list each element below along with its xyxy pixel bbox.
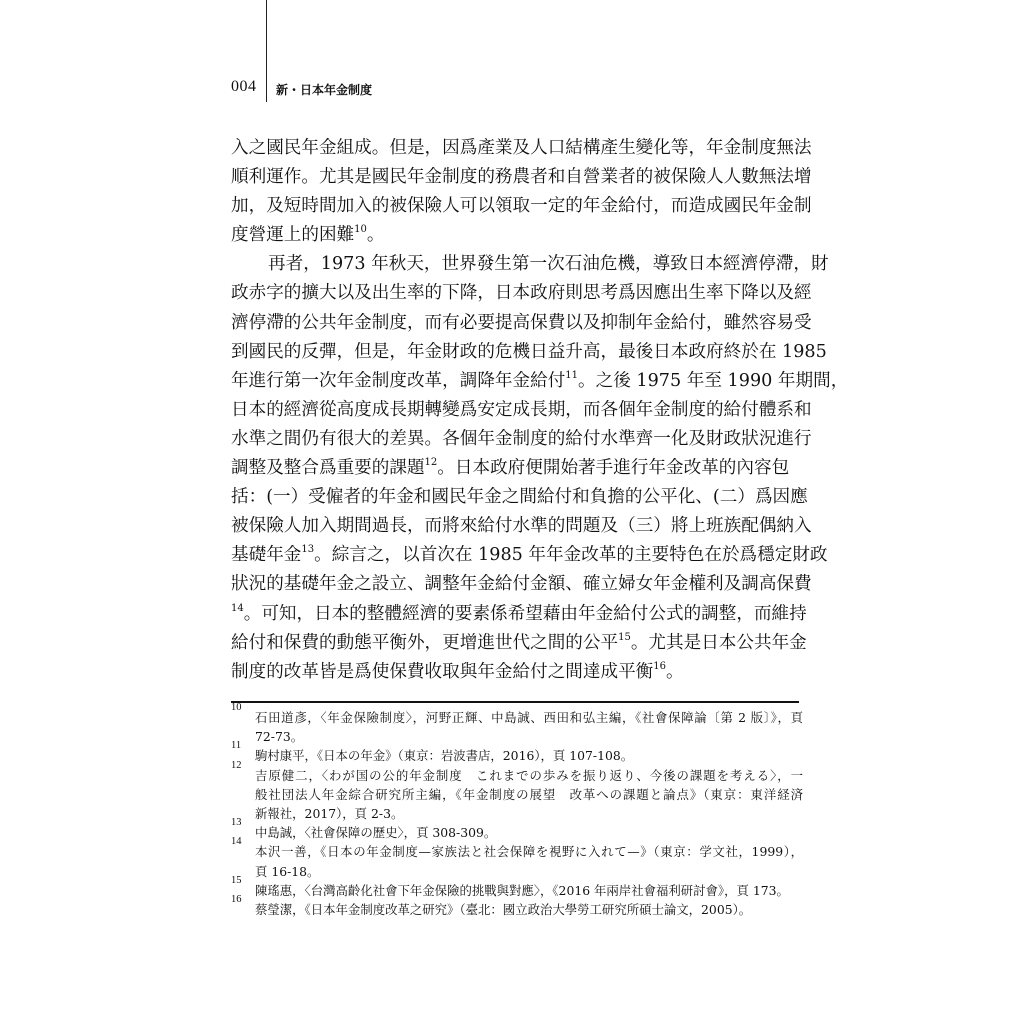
body-line-text: 政赤字的擴大以及出生率的下降，日本政府則思考爲因應出生率下降以及經 (231, 283, 812, 304)
footnote-text: 石田道彥，〈年金保險制度〉，河野正輝、中島誠、西田和弘主編，《社會保障論〔第 2 版〕》，頁 (255, 710, 803, 725)
body-line-text: 。 (366, 225, 385, 246)
footnote-text: 蔡瑩潔，《日本年金制度改革之研究》（臺北：國立政治大學勞工研究所碩士論文，2005）。 (255, 901, 752, 917)
page-number: 004 (231, 78, 257, 95)
footnote-line (231, 727, 803, 746)
footnote-line (231, 817, 803, 842)
body-line-text: 水準之間仍有很大的差異。各個年金制度的給付水準齊一化及財政狀況進行 (231, 428, 812, 449)
body-line-text: 。綜言之，以首次在 1985 年年金改革的主要特色在於爲穩定財政 (314, 545, 828, 566)
footnote-number: 11 (231, 740, 242, 752)
body-line (231, 309, 812, 338)
footnote-ref[interactable]: 10 (354, 224, 367, 236)
footnote-divider (231, 701, 799, 703)
body-line (231, 425, 812, 454)
footnote-number: 10 (231, 702, 242, 713)
body-line (231, 629, 807, 658)
body-line (231, 454, 803, 483)
footnote-ref[interactable]: 15 (618, 631, 631, 643)
body-line (231, 367, 849, 396)
footnote-text: 駒村康平，《日本の年金》（東京：岩波書店，2016），頁 107-108。 (255, 748, 634, 764)
body-line-text: 加，及短時間加入的被保險人可以領取一定的年金給付，而造成國民年金制 (231, 196, 812, 217)
body-line-text: 。 (666, 661, 684, 682)
footnote-line (231, 862, 803, 881)
footnote-text: 吉原健二，〈わが国の公的年金制度 これまでの歩みを振り返り、今後の課題を考える〉，一 (255, 767, 803, 783)
footnote-text: 中島誠，〈社會保障の歷史〉，頁 308-309。 (255, 825, 497, 841)
body-line-text: 被保險人加入期間過長，而將來給付水準的問題及（三）將上班族配偶納入 (231, 516, 812, 537)
footnote-ref[interactable]: 14 (231, 602, 244, 614)
footnote-number: 13 (231, 817, 242, 829)
body-line-text: 順利運作。尤其是國民年金制度的務農者和自營業者的被保險人人數無法增 (231, 167, 812, 188)
body-line-text: 。日本政府便開始著手進行年金改革的內容包 (437, 458, 790, 479)
body-line-text: 。可知，日本的整體經濟的要素係希望藉由年金給付公式的調整，而維持 (243, 603, 807, 624)
footnote-text: 頁 16-18。 (255, 863, 320, 879)
footnote-line (231, 893, 803, 919)
body-line (231, 512, 812, 541)
footnote-line (231, 804, 803, 823)
body-line-text: 再者，1973 年秋天，世界發生第一次石油危機，導致日本經濟停滯，財 (268, 254, 829, 275)
body-line-text: 。尤其是日本公共年金 (630, 632, 807, 653)
footnote-line (231, 836, 803, 861)
body-line (231, 163, 812, 192)
footnote-line (231, 702, 803, 727)
body-line-text: 制度的改革皆是爲使保費收取與年金給付之間達成平衡 (231, 661, 654, 682)
body-line (231, 338, 827, 367)
body-line-text: 調整及整合爲重要的課題 (231, 458, 425, 479)
body-line (231, 483, 808, 512)
footnote-line (231, 740, 803, 765)
footnote-ref[interactable]: 13 (301, 544, 315, 556)
body-line-text: 年進行第一次年金制度改革，調降年金給付 (231, 370, 566, 391)
body-line-text: 入之國民年金組成。但是，因爲產業及人口結構產生變化等，年金制度無法 (231, 138, 812, 158)
body-line-text: 基礎年金 (231, 545, 302, 566)
body-line-text: 到國民的反彈，但是，年金財政的危機日益升高，最後日本政府終於在 1985 (231, 341, 827, 362)
body-line (231, 658, 803, 687)
body-text (231, 134, 849, 687)
body-line (231, 221, 803, 250)
footnote-number: 15 (231, 874, 242, 886)
body-line (231, 279, 812, 308)
body-line (231, 570, 812, 599)
footnote-text: 新報社，2017），頁 2-3。 (255, 805, 404, 821)
footnote-ref[interactable]: 11 (565, 369, 579, 381)
footnote-ref[interactable]: 12 (424, 457, 438, 469)
running-head: 新・日本年金制度 (276, 83, 373, 97)
footnote-text: 本沢一善，《日本の年金制度—家族法と社会保障を視野に入れて—》（東京：学文社，1999）， (255, 844, 803, 860)
body-line-text: 括：(一）受僱者的年金和國民年金之間給付和負擔的公平化、(二）爲因應 (231, 487, 808, 508)
footnote-number: 12 (231, 759, 242, 771)
body-line-text: 給付和保費的動態平衡外，更增進世代之間的公平 (231, 632, 619, 653)
body-line (231, 192, 812, 221)
body-line-text: 濟停滯的公共年金制度，而有必要提高保費以及抑制年金給付，雖然容易受 (231, 312, 812, 333)
body-line (231, 600, 807, 629)
footnote-number: 14 (231, 836, 242, 848)
footnote-number: 16 (231, 893, 242, 905)
footnote-ref[interactable]: 16 (653, 660, 666, 672)
footnote-text: 般社団法人年金綜合研究所主編，《年金制度の展望 改革への課題と論点》（東京：東洋経済 (255, 786, 803, 802)
body-line-text: 日本的經濟從高度成長期轉變爲安定成長期，而各個年金制度的給付體系和 (231, 399, 812, 420)
body-line-text: 度營運上的困難 (231, 225, 355, 246)
gutter-line (266, 0, 267, 102)
body-line (231, 134, 812, 163)
footnotes (231, 702, 803, 919)
footnote-line (231, 759, 803, 785)
footnote-text: 72-73。 (255, 729, 304, 745)
body-line (231, 541, 828, 570)
footnote-line (231, 874, 803, 900)
body-line-text: 狀況的基礎年金之設立、調整年金給付金額、確立婦女年金權利及調高保費 (231, 574, 812, 595)
footnote-text: 陳瑤惠，〈台灣高齡化社會下年金保險的挑戰與對應〉，《2016 年兩岸社會福利研討會》，頁 173。 (255, 882, 789, 898)
footnote-line (231, 785, 803, 804)
body-line (231, 396, 812, 425)
body-line-text: 。之後 1975 年至 1990 年期間， (578, 370, 849, 391)
body-line (231, 250, 829, 279)
